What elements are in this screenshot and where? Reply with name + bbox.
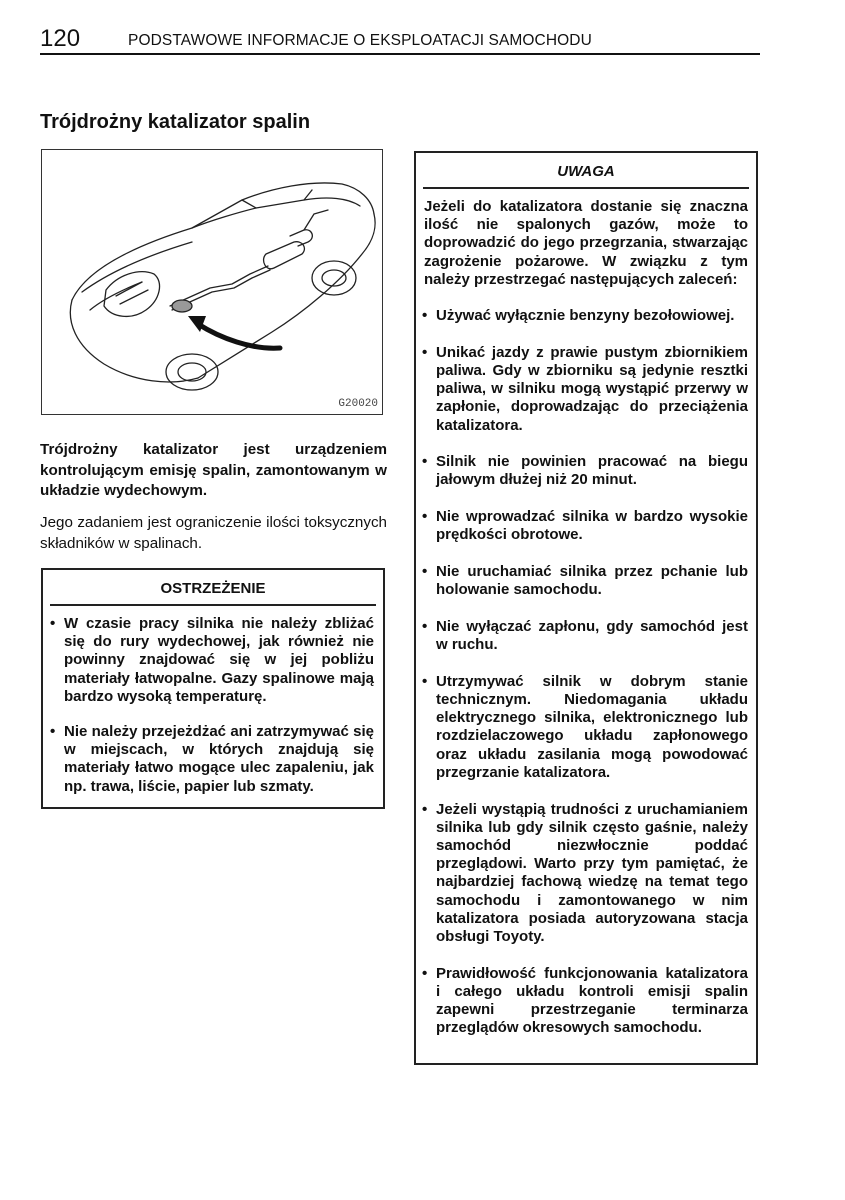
caution-title: UWAGA: [423, 153, 749, 189]
caution-item: • Nie wprowadzać silnika w bardzo wysokie prędkości obrotowe.: [422, 508, 748, 544]
caution-item: • Prawidłowość funkcjonowania katalizatora i całego układu kontroli emisji spalin zapewni przestrzeganie terminarza przeglądów okresowych samochodu.: [422, 965, 748, 1038]
caution-box: [414, 151, 758, 1065]
caution-item: • Nie uruchamiać silnika przez pchanie lub holowanie samochodu.: [422, 563, 748, 599]
page-header: [40, 26, 760, 55]
caution-item: • Używać wyłącznie benzyny bezołowiowej.: [422, 307, 748, 325]
warning-title: OSTRZEŻENIE: [50, 570, 376, 606]
section-title: Trójdrożny katalizator spalin: [40, 111, 311, 133]
caution-item: • Silnik nie powinien pracować na biegu jałowym dłużej niż 20 minut.: [422, 453, 748, 489]
caution-intro: Jeżeli do katalizatora dostanie się znaczna ilość nie spalonych gazów, może to doprowadzić do jego przegrzania, stwarzając zagrożenie pożarowe. W związku z tym należy przestrzegać następujących zaleceń:: [424, 198, 748, 288]
caution-item: • Jeżeli wystąpią trudności z uruchamianiem silnika lub gdy silnik często gaśnie, należy samochód niezwłocznie poddać przeglądowi. Warto przy tym pamiętać, że najbardziej fachową wiedzę na temat tego samochodu i zamontowanego w nim katalizatora posiada autoryzowana stacja obsługi Toyoty.: [422, 801, 748, 947]
caution-item: • Nie wyłączać zapłonu, gdy samochód jest w ruchu.: [422, 618, 748, 654]
catalyst-figure: [41, 149, 383, 415]
warning-item: • W czasie pracy silnika nie należy zbliżać się do rury wydechowej, jak również nie powinny znajdować się w jej pobliżu materiały łatwopalne. Gazy spalinowe mają bardzo wysoką temperaturę.: [50, 615, 374, 706]
caution-list: [422, 307, 748, 1038]
car-exhaust-catalyst-illustration: [42, 150, 382, 414]
warning-list: [50, 615, 374, 796]
warning-item: • Nie należy przejeżdżać ani zatrzymywać się w miejscach, w których znajdują się materiały łatwo mogące ulec zapaleniu, jak np. trawa, liście, papier lub szmaty.: [50, 723, 374, 796]
figure-code: G20020: [338, 398, 378, 410]
caution-item: • Unikać jazdy z prawie pustym zbiornikiem paliwa. Gdy w zbiorniku są jedynie resztki paliwa, w silniku mogą wystąpić przerwy w zapłonie, doprowadzając do przeciążenia katalizatora.: [422, 344, 748, 435]
running-title: PODSTAWOWE INFORMACJE O EKSPLOATACJI SAMOCHODU: [128, 32, 592, 49]
caution-item: • Utrzymywać silnik w dobrym stanie technicznym. Niedomagania układu elektrycznego silnika, elektronicznego lub rozdzielaczowego układu zapłonowego oraz układu zasilania mogą powodować przegrzanie katalizatora.: [422, 673, 748, 782]
intro-definition: Trójdrożny katalizator jest urządzeniem kontrolującym emisję spalin, zamontowanym w układzie wydechowym.: [40, 441, 387, 499]
intro-purpose: Jego zadaniem jest ograniczenie ilości toksycznych składników w spalinach.: [40, 514, 387, 552]
warning-box: [41, 568, 385, 809]
page-number: 120: [40, 25, 81, 52]
